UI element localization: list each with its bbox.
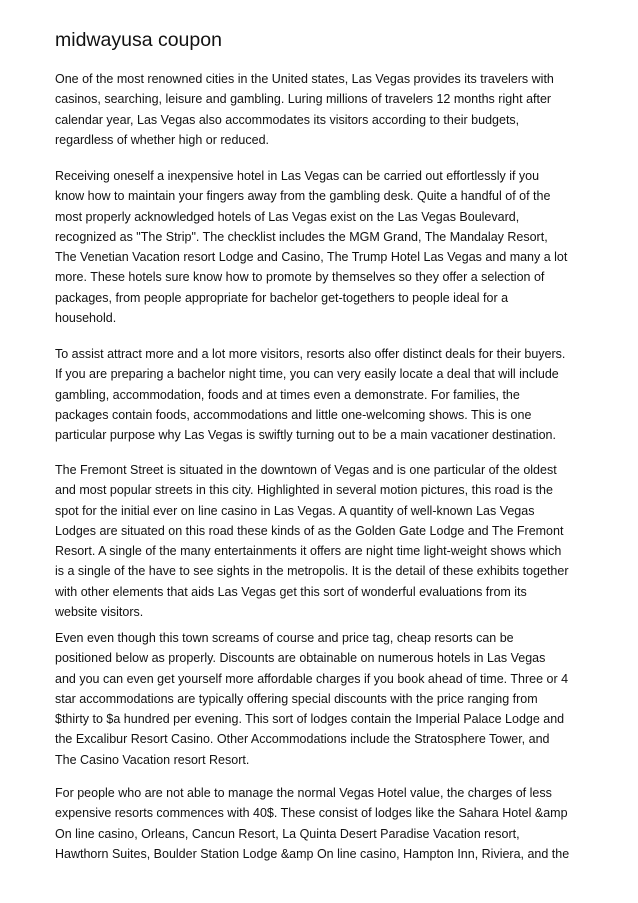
text-line: and most popular streets in this city. Highlighted in several motion pictures, this road is the <box>55 483 553 498</box>
text-line: The Venetian Vacation resort Lodge and Casino, The Trump Hotel Las Vegas and many a lot <box>55 250 568 265</box>
text-line: Resort. A single of the many entertainments it offers are night time light-weight shows which <box>55 544 562 559</box>
document-title: midwayusa coupon <box>55 29 222 51</box>
text-line: To assist attract more and a lot more visitors, resorts also offer distinct deals for their buyers. <box>55 347 566 361</box>
paragraph-5 <box>55 628 568 770</box>
text-line: Even even though this town screams of course and price tag, cheap resorts can be <box>55 631 514 645</box>
text-line: star accommodations are typically offering special discounts with the price ranging from <box>55 691 538 706</box>
text-line: website visitors. <box>55 605 144 620</box>
text-line: the Excalibur Resort Casino. Other Accommodations include the Stratosphere Tower, and <box>55 732 550 747</box>
text-line: most properly acknowledged hotels of Las Vegas exist on the Las Vegas Boulevard, <box>55 209 520 224</box>
text-line: expensive resorts commences with 40$. These consist of lodges like the Sahara Hotel &amp <box>55 806 568 821</box>
text-line: Lodges are situated on this road these kinds of as the Golden Gate Lodge and The Fremont <box>55 523 564 538</box>
paragraph-3 <box>55 344 565 445</box>
text-line: casinos, searching, leisure and gambling. Luring millions of travelers 12 months right after <box>55 92 552 107</box>
text-line: household. <box>55 311 117 326</box>
text-line: The Fremont Street is situated in the downtown of Vegas and is one particular of the oldest <box>55 463 557 477</box>
paragraph-6 <box>55 783 569 864</box>
text-line: Hawthorn Suites, Boulder Station Lodge &amp On line casino, Hampton Inn, Riviera, and the <box>55 846 570 861</box>
text-line: gambling, accommodation, foods and at times even a demonstrate. For families, the <box>55 387 520 402</box>
text-line: know how to maintain your fingers away from the gambling desk. Quite a handful of of the <box>55 189 551 204</box>
text-line: For people who are not able to manage the normal Vegas Hotel value, the charges of less <box>55 786 552 800</box>
text-line: One of the most renowned cities in the United states, Las Vegas provides its travelers with <box>55 72 554 86</box>
text-line: spot for the initial ever on line casino in Las Vegas. A quantity of well-known Las Vegas <box>55 503 535 518</box>
text-line: packages contain foods, accommodations and little one-welcoming shows. This is one <box>55 407 532 422</box>
paragraph-4 <box>55 460 569 622</box>
text-line: If you are preparing a bachelor night time, you can very easily locate a deal that will include <box>55 367 559 382</box>
paragraph-2 <box>55 166 567 328</box>
text-line: with other elements that aids Las Vegas get this sort of wonderful evaluations from its <box>55 584 527 599</box>
paragraph-1 <box>55 69 554 150</box>
text-line: more. These hotels sure know how to promote by themselves so they offer a selection of <box>55 270 545 285</box>
text-line: packages, from people appropriate for bachelor get-togethers to people ideal for a <box>55 290 509 305</box>
text-line: recognized as "The Strip". The checklist includes the MGM Grand, The Mandalay Resort, <box>55 229 548 244</box>
text-line: On line casino, Orleans, Cancun Resort, La Quinta Desert Paradise Vacation resort, <box>55 826 520 841</box>
text-line: and you can even get yourself more affordable charges if you book ahead of time. Three or 4 <box>55 671 569 686</box>
text-line: The Casino Vacation resort Resort. <box>55 752 250 767</box>
text-line: calendar year, Las Vegas also accommodates its visitors according to their budgets, <box>55 112 520 127</box>
text-line: regardless of whether high or reduced. <box>55 132 270 147</box>
text-line: positioned below as properly. Discounts are obtainable on numerous hotels in Las Vegas <box>55 651 546 666</box>
text-line: is a single of the have to see sights in the metropolis. It is the detail of these exhibits together <box>55 564 569 579</box>
text-line: particular purpose why Las Vegas is swiftly turning out to be a main vacationer destination. <box>55 428 556 443</box>
text-line: Receiving oneself a inexpensive hotel in Las Vegas can be carried out effortlessly if you <box>55 169 540 183</box>
text-line: $thirty to $a hundred per evening. This sort of lodges contain the Imperial Palace Lodge and <box>55 712 565 727</box>
